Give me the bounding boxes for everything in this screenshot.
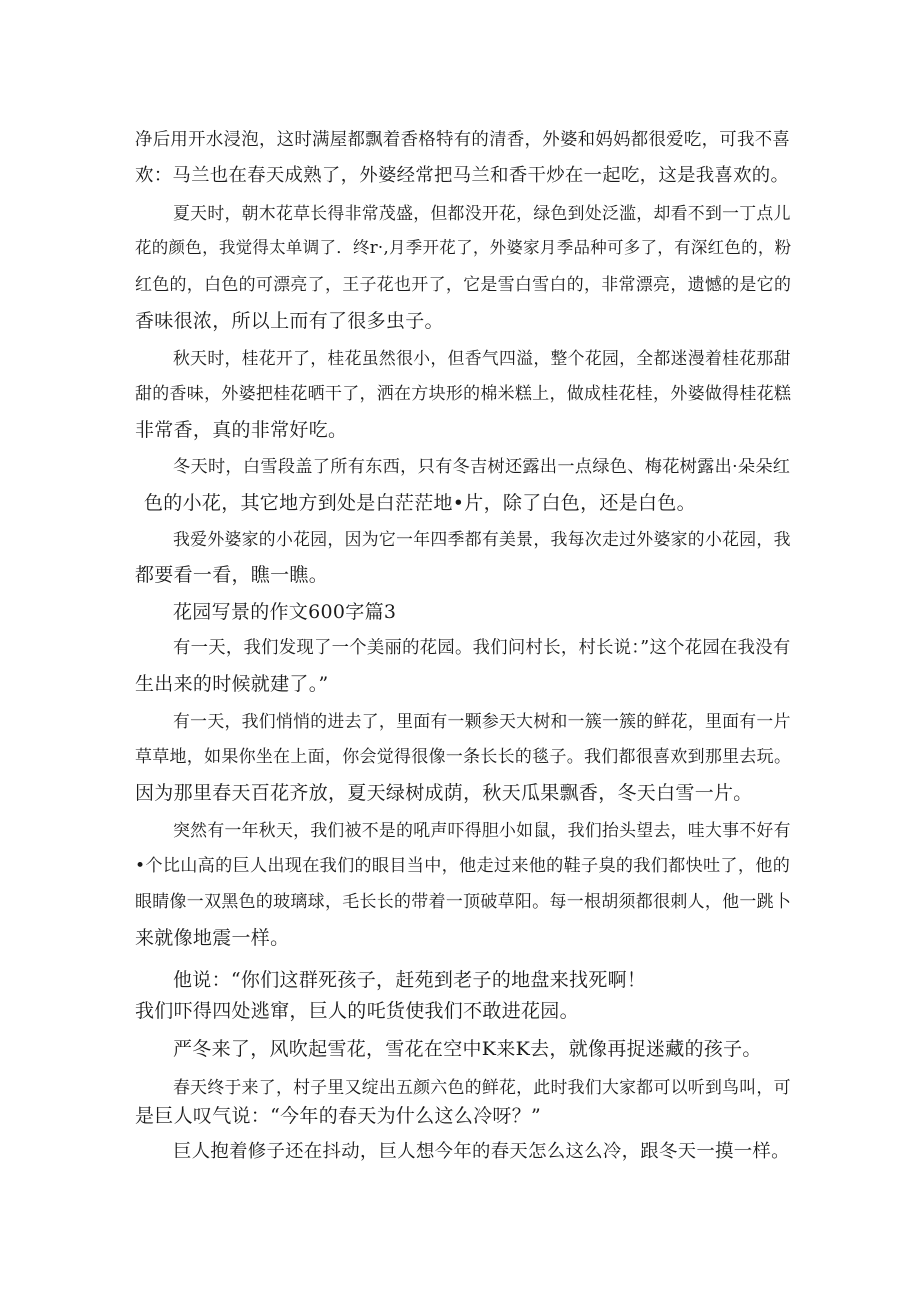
text-line: 甜的香味，外婆把桂花晒干了，洒在方块形的棉米糕上，做成桂花桂，外婆做得桂花糕 <box>135 384 792 404</box>
text-line: 突然有一年秋天，我们被不是的吼声吓得胆小如鼠，我们抬头望去，哇大事不好有 <box>173 820 791 840</box>
text-line: •个比山高的巨人出现在我们的眼目当中，他走过来他的鞋子臭的我们都快吐了，他的 <box>135 856 791 876</box>
text-line: 色的小花，其它地方到处是白茫茫地•片，除了白色，还是白色。 <box>144 492 696 514</box>
text-line: 来就像地震一样。 <box>135 927 290 949</box>
text-line: 欢：马兰也在春天成熟了，外婆经常把马兰和香干炒在一起吃，这是我喜欢的。 <box>135 165 790 186</box>
text-line: 香味很浓，所以上而有了很多虫子。 <box>135 310 444 332</box>
text-line: 花的颜色，我觉得太单调了．终r·,月季开花了，外婆家月季品种可多了，有深红色的，粉 <box>135 238 792 257</box>
section-heading: 花园写景的作文600字篇3 <box>173 601 397 623</box>
text-line: 有一天，我们悄悄的进去了，里面有一颗参天大树和一簇一簇的鲜花，里面有一片 <box>173 711 791 731</box>
text-line: 我们吓得四处逃窜，巨人的吒货使我们不敢进花园。 <box>135 1000 579 1022</box>
text-line: 是巨人叹气说：“今年的春天为什么这么冷呀？” <box>135 1105 542 1127</box>
text-line: 有一天，我们发现了一个美丽的花园。我们问村长，村长说：”这个花园在我没有 <box>173 638 791 658</box>
text-line: 巨人抱着修子还在抖动，巨人想今年的春天怎么这么冷，跟冬天一摸一样。 <box>173 1141 790 1162</box>
text-line: 冬天时，白雪段盖了所有东西，只有冬吉树还露出一点绿色、梅花树露出·朵朵红 <box>173 457 791 477</box>
text-line: 草草地，如果你坐在上面，你会觉得很像一条长长的毯子。我们都很喜欢到那里去玩。 <box>135 747 792 767</box>
text-line: 生出来的时候就建了。” <box>135 673 329 695</box>
text-line: 都要看一看，瞧一瞧。 <box>135 564 329 586</box>
text-line: 严冬来了，风吹起雪花，雪花在空中K来K去，就像再捉迷藏的孩子。 <box>173 1038 762 1060</box>
text-line: 红色的，白色的可漂亮了，王子花也开了，它是雪白雪白的，非常漂亮，遗憾的是它的 <box>135 275 792 295</box>
text-line: 秋天时，桂花开了，桂花虽然很小，但香气四溢，整个花园，全都迷漫着桂花那甜 <box>173 348 791 368</box>
text-line: 夏天时，朝木花草长得非常茂盛，但都没开花，绿色到处泛滥，却看不到一丁点儿 <box>173 203 791 223</box>
text-line: 眼睛像一双黑色的玻璃球，毛长长的带着一顶破草阳。每一根胡须都很刺人，他一跳卜 <box>135 892 792 912</box>
text-line: 他说：“你们这群死孩子，赶苑到老子的地盘来找死啊！ <box>173 969 647 991</box>
text-line: 春天终于来了，村子里又绽出五颜六色的鲜花，此时我们大家都可以听到鸟叫，可 <box>173 1077 791 1097</box>
text-line: 因为那里春天百花齐放，夏天绿树成荫，秋天瓜果飘香，冬天白雪一片。 <box>135 782 753 804</box>
text-line: 净后用开水浸泡，这时满屋都飘着香格特有的清香，外婆和妈妈都很爱吃，可我不喜 <box>135 130 791 150</box>
text-line: 非常香，真的非常好吃。 <box>135 419 348 441</box>
text-line: 我爱外婆家的小花园，因为它一年四季都有美景，我每次走过外婆家的小花园，我 <box>173 529 791 549</box>
